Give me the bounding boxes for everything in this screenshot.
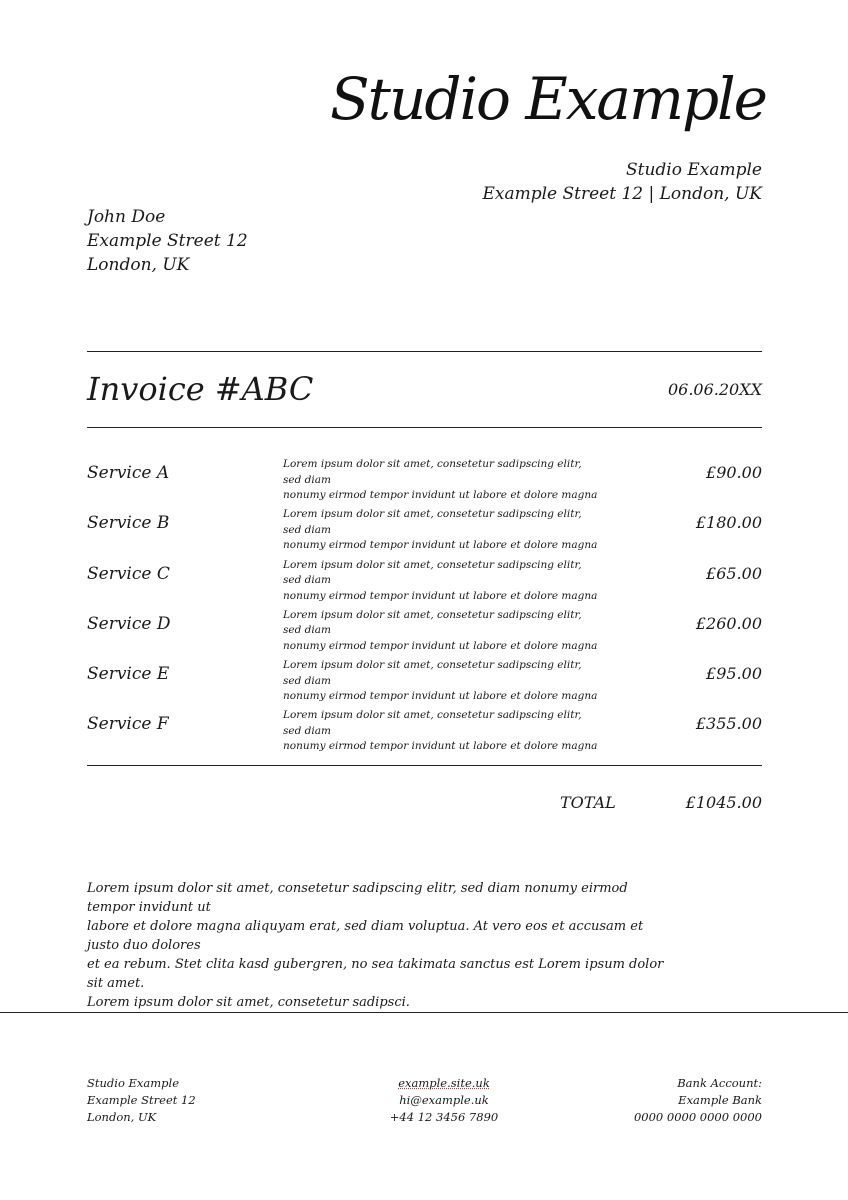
service-price: £90.00 — [706, 463, 762, 482]
service-name: Service F — [87, 714, 169, 735]
description-line: Lorem ipsum dolor sit amet, consetetur sadipscing elitr, sed diam — [283, 558, 582, 587]
service-name: Service B — [87, 513, 170, 534]
recipient-street: Example Street 12 — [87, 231, 248, 251]
line-item — [87, 706, 762, 756]
bank-name: Example Bank — [678, 1093, 762, 1107]
description-line: nonumy eirmod tempor invidunt ut labore et dolore magna — [283, 489, 598, 501]
invoice-date: 06.06.20XX — [667, 380, 762, 399]
description-line: nonumy eirmod tempor invidunt ut labore et dolore magna — [283, 639, 598, 652]
notes-line: Lorem ipsum dolor sit amet, consetetur sadipscing elitr, sed diam nonumy eirmod tempor invidunt ut — [87, 881, 628, 915]
phone-number: +44 12 3456 7890 — [389, 1110, 499, 1124]
total-label: TOTAL — [560, 793, 616, 812]
studio-logo: Studio Example — [329, 65, 766, 133]
sender-address — [482, 158, 762, 206]
bank-account-label: Bank Account: — [677, 1076, 762, 1090]
website-link[interactable]: example.site.uk — [398, 1076, 490, 1090]
invoice-title: Invoice #ABC — [87, 370, 314, 408]
line-item — [87, 556, 762, 606]
description-line: Lorem ipsum dolor sit amet, consetetur sadipscing elitr, sed diam — [283, 458, 582, 486]
sender-street-city: Example Street 12 | London, UK — [482, 184, 762, 204]
footer-bank — [634, 1075, 762, 1126]
service-price: £95.00 — [706, 664, 762, 684]
service-description — [283, 708, 603, 755]
service-price: £355.00 — [695, 714, 762, 734]
footer-divider — [0, 1012, 848, 1013]
service-name: Service E — [87, 664, 170, 685]
service-description — [283, 457, 603, 504]
recipient-city: London, UK — [87, 255, 190, 275]
footer-contact — [384, 1075, 504, 1126]
service-description — [283, 558, 603, 605]
notes-line: labore et dolore magna aliquyam erat, sed diam voluptua. At vero eos et accusam et justo duo dolores — [87, 919, 644, 953]
service-name: Service A — [87, 463, 170, 483]
service-description — [283, 507, 603, 554]
footer-studio-name: Studio Example — [87, 1076, 180, 1090]
line-item — [87, 656, 762, 706]
total-amount: £1045.00 — [685, 793, 762, 812]
recipient-name: John Doe — [87, 207, 166, 227]
description-line: nonumy eirmod tempor invidunt ut labore et dolore magna — [283, 690, 598, 703]
divider-top — [87, 351, 762, 352]
divider-total — [87, 765, 762, 766]
description-line: nonumy eirmod tempor invidunt ut labore et dolore magna — [283, 589, 598, 602]
description-line: Lorem ipsum dolor sit amet, consetetur sadipscing elitr, sed diam — [283, 608, 582, 637]
notes-line: et ea rebum. Stet clita kasd gubergren, no sea takimata sanctus est Lorem ipsum dolor sit amet. — [87, 957, 664, 991]
service-description — [283, 658, 603, 705]
description-line: Lorem ipsum dolor sit amet, consetetur sadipscing elitr, sed diam — [283, 709, 582, 737]
sender-name: Studio Example — [625, 160, 762, 180]
bank-account-number: 0000 0000 0000 0000 — [633, 1110, 762, 1124]
email-link[interactable]: hi@example.uk — [399, 1093, 489, 1107]
line-items — [87, 455, 762, 757]
description-line: Lorem ipsum dolor sit amet, consetetur sadipscing elitr, sed diam — [283, 659, 582, 687]
service-price: £65.00 — [706, 563, 762, 583]
service-price: £260.00 — [695, 613, 762, 633]
line-item — [87, 606, 762, 656]
service-name: Service C — [87, 563, 170, 584]
description-line: Lorem ipsum dolor sit amet, consetetur sadipscing elitr, sed diam — [283, 508, 582, 536]
description-line: nonumy eirmod tempor invidunt ut labore et dolore magna — [283, 539, 598, 552]
footer-studio-city: London, UK — [87, 1110, 157, 1124]
service-name: Service D — [87, 613, 171, 634]
service-price: £180.00 — [695, 513, 762, 533]
description-line: nonumy eirmod tempor invidunt ut labore et dolore magna — [283, 740, 598, 753]
line-item — [87, 505, 762, 555]
divider-header — [87, 427, 762, 428]
footer-studio-street: Example Street 12 — [87, 1093, 196, 1107]
footer-studio-address — [87, 1075, 196, 1126]
recipient-address — [87, 205, 248, 277]
line-item — [87, 455, 762, 505]
notes-paragraph — [87, 879, 677, 1012]
notes-line: Lorem ipsum dolor sit amet, consetetur sadipsci. — [87, 995, 410, 1010]
service-description — [283, 608, 603, 655]
